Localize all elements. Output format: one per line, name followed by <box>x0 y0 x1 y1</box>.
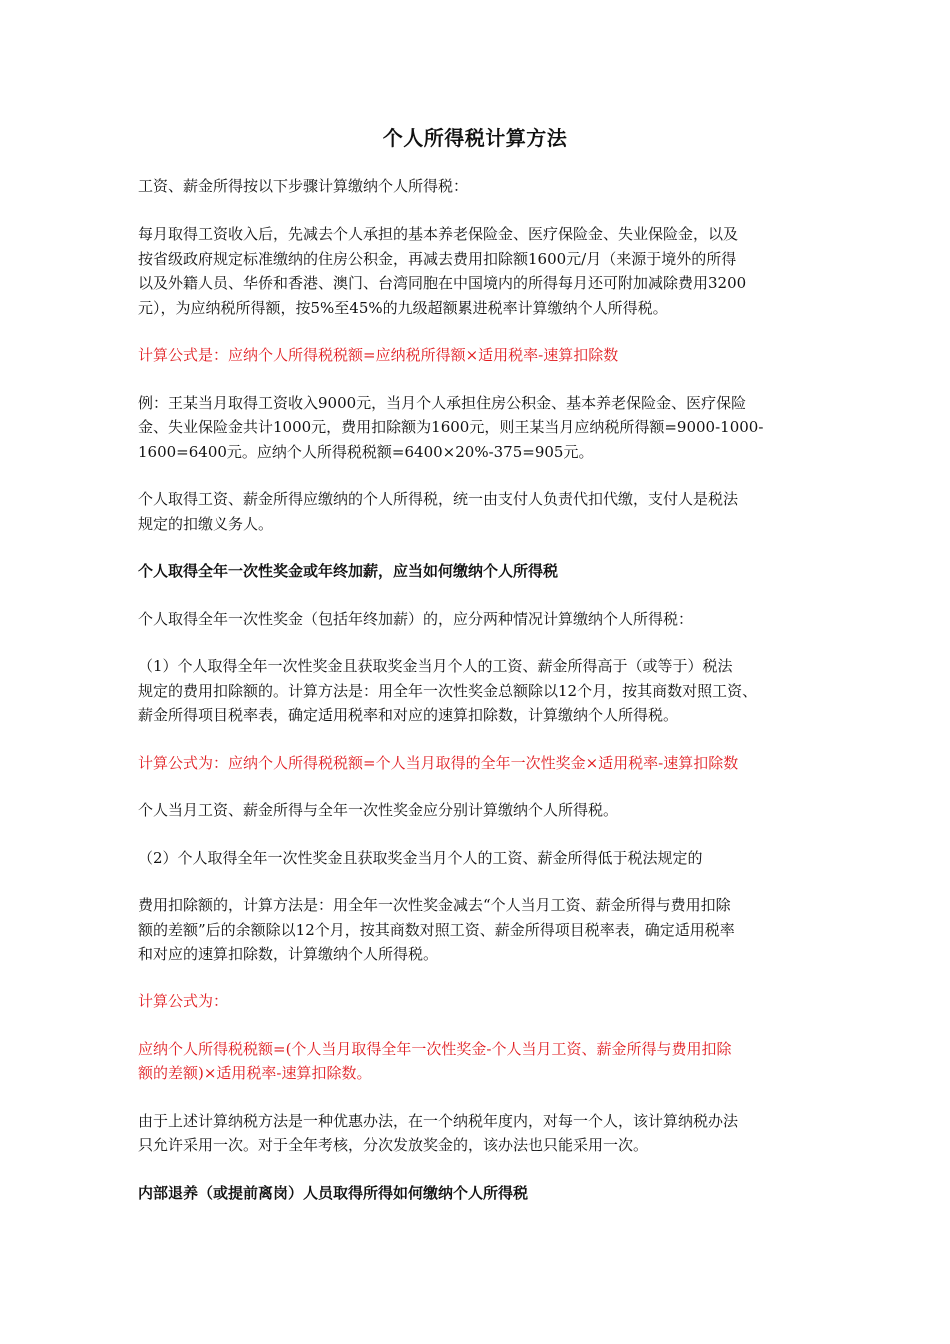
document-title: 个人所得税计算方法 <box>382 126 568 150</box>
formula-label: 计算公式为： <box>138 992 229 1010</box>
paragraph-line: 额的差额”后的余额除以12个月，按其商数对照工资、薪金所得项目税率表，确定适用税率 <box>138 921 735 939</box>
paragraph-line: 以及外籍人员、华侨和香港、澳门、台湾同胞在中国境内的所得每月还可附加减除费用3200 <box>138 274 747 292</box>
paragraph-line: 薪金所得项目税率表，确定适用税率和对应的速算扣除数，计算缴纳个人所得税。 <box>138 706 679 724</box>
paragraph-line: （2）个人取得全年一次性奖金且获取奖金当月个人的工资、薪金所得低于税法规定的 <box>138 849 703 867</box>
paragraph-line: （1）个人取得全年一次性奖金且获取奖金当月个人的工资、薪金所得高于（或等于）税法 <box>138 657 733 675</box>
example-line: 1600=6400元。应纳个人所得税税额=6400×20%-375=905元。 <box>138 443 594 461</box>
formula-line: 额的差额)×适用税率-速算扣除数。 <box>138 1064 372 1082</box>
formula-line: 计算公式是：应纳个人所得税税额=应纳税所得额×适用税率-速算扣除数 <box>138 346 619 364</box>
paragraph-line: 规定的费用扣除额的。计算方法是：用全年一次性奖金总额除以12个月，按其商数对照工资、 <box>138 682 758 700</box>
paragraph-line: 个人取得工资、薪金所得应缴纳的个人所得税，统一由支付人负责代扣代缴，支付人是税法 <box>138 490 739 508</box>
section-heading: 个人取得全年一次性奖金或年终加薪，应当如何缴纳个人所得税 <box>138 562 559 580</box>
paragraph-line: 按省级政府规定标准缴纳的住房公积金，再减去费用扣除额1600元/月（来源于境外的所得 <box>138 250 737 268</box>
paragraph-line: 个人当月工资、薪金所得与全年一次性奖金应分别计算缴纳个人所得税。 <box>138 801 619 819</box>
paragraph-line: 由于上述计算纳税方法是一种优惠办法，在一个纳税年度内，对每一个人，该计算纳税办法 <box>138 1112 739 1130</box>
paragraph-line: 元），为应纳税所得额，按5%至45%的九级超额累进税率计算缴纳个人所得税。 <box>138 299 668 317</box>
formula-line: 计算公式为：应纳个人所得税税额=个人当月取得的全年一次性奖金×适用税率-速算扣除数 <box>138 754 739 772</box>
paragraph-line: 规定的扣缴义务人。 <box>138 515 274 533</box>
paragraph-line: 个人取得全年一次性奖金（包括年终加薪）的，应分两种情况计算缴纳个人所得税： <box>138 610 694 628</box>
paragraph-line: 每月取得工资收入后，先减去个人承担的基本养老保险金、医疗保险金、失业保险金，以及 <box>138 225 739 243</box>
section-heading: 内部退养（或提前离岗）人员取得所得如何缴纳个人所得税 <box>138 1184 529 1202</box>
example-line: 例：王某当月取得工资收入9000元，当月个人承担住房公积金、基本养老保险金、医疗保险 <box>138 394 747 412</box>
example-line: 金、失业保险金共计1000元，费用扣除额为1600元，则王某当月应纳税所得额=9000-1000- <box>138 418 764 436</box>
paragraph-line: 只允许采用一次。对于全年考核，分次发放奖金的，该办法也只能采用一次。 <box>138 1136 649 1154</box>
formula-line: 应纳个人所得税税额=(个人当月取得全年一次性奖金-个人当月工资、薪金所得与费用扣除 <box>138 1040 732 1058</box>
paragraph-line: 工资、薪金所得按以下步骤计算缴纳个人所得税： <box>138 177 469 195</box>
paragraph-line: 费用扣除额的，计算方法是：用全年一次性奖金减去“个人当月工资、薪金所得与费用扣除 <box>138 896 731 914</box>
paragraph-line: 和对应的速算扣除数，计算缴纳个人所得税。 <box>138 945 439 963</box>
